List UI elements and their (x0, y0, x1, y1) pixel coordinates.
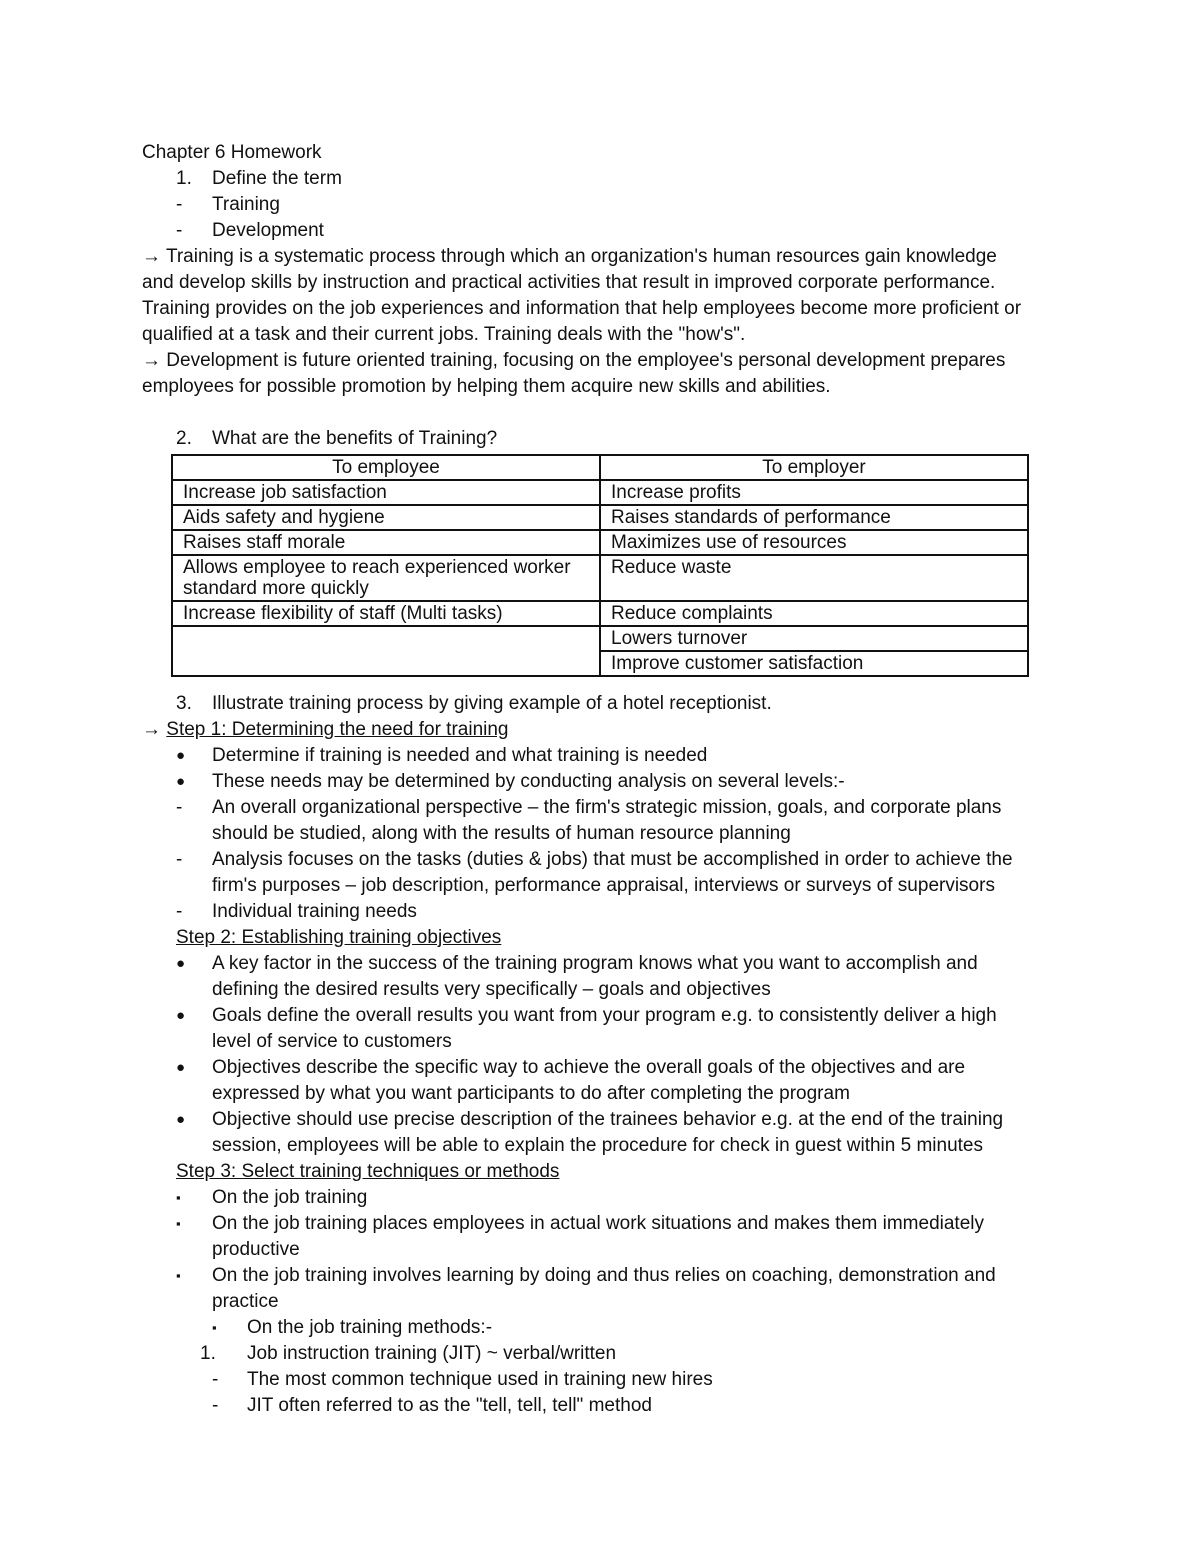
table-row: Lowers turnover (172, 626, 1028, 651)
question-1-text: Define the term (212, 168, 342, 189)
header-to-employer: To employer (600, 455, 1028, 480)
dash-marker: - (176, 220, 183, 241)
list-item: ● These needs may be determined by conducting analysis on several levels:- (142, 769, 1062, 795)
arrow-marker: → (142, 246, 161, 267)
question-3-text: Illustrate training process by giving example of a hotel receptionist. (212, 693, 772, 714)
table-row: Increase flexibility of staff (Multi tasks) Reduce complaints (172, 601, 1028, 626)
question-3-number: 3. (176, 693, 192, 714)
method-number: 1. (200, 1343, 216, 1364)
question-2-number: 2. (176, 428, 192, 449)
dash-marker: - (176, 194, 183, 215)
table-row: Raises staff morale Maximizes use of resources (172, 530, 1028, 555)
q1-item-training: - Training (142, 192, 1062, 218)
dash-marker: - (176, 849, 183, 870)
page-title: Chapter 6 Homework (142, 142, 322, 163)
list-item: - Analysis focuses on the tasks (duties & jobs) that must be accomplished in order to achieve the firm's purposes – job description, performance appraisal, interviews or surveys of supervisors (176, 849, 1013, 896)
question-1 (142, 166, 1062, 192)
dash-marker: - (212, 1369, 219, 1390)
list-item: ● Determine if training is needed and what training is needed (142, 743, 1062, 769)
list-item: ● Objective should use precise description of the trainees behavior e.g. at the end of the training session, employees will be able to explain the procedure for check in guest within 5 minutes (176, 1109, 1004, 1156)
list-item: ● Objectives describe the specific way to achieve the overall goals of the objectives and are expressed by what you want participants to do after completing the program (176, 1057, 966, 1104)
table-row: Improve customer satisfaction (172, 651, 1028, 676)
table-row: Aids safety and hygiene Raises standards of performance (172, 505, 1028, 530)
dash-marker: - (212, 1395, 219, 1416)
list-item: - An overall organizational perspective – the firm's strategic mission, goals, and corporate plans should be studied, along with the results of human resource planning (176, 797, 1002, 844)
question-2 (142, 426, 1062, 452)
list-item: - JIT often referred to as the "tell, tell, tell" method (142, 1393, 1062, 1419)
square-bullet-marker: ▪ (176, 1190, 181, 1205)
step-3-heading: Step 3: Select training techniques or methods (176, 1161, 560, 1182)
bullet-marker: ● (176, 955, 186, 972)
bullet-marker: ● (176, 1059, 186, 1076)
list-item: ▪ On the job training places employees in actual work situations and makes them immediately productive (176, 1213, 984, 1260)
square-bullet-marker: ▪ (176, 1216, 181, 1231)
bullet-marker: ● (176, 773, 186, 790)
document-page (142, 140, 1062, 1419)
q1-answer-training: → Training is a systematic process through which an organization's human resources gain knowledge and develop skills by instruction and practical activities that result in improved corporate performance. Training provides on the job experiences and information that help employees become more proficient or qualified at a task and their current jobs. Training deals with the "how's". (142, 246, 1022, 345)
list-item: - Individual training needs (142, 899, 1062, 925)
list-item: ● Goals define the overall results you want from your program e.g. to consistently deliver a high level of service to customers (176, 1005, 997, 1052)
list-item: ▪ On the job training methods:- (142, 1315, 1062, 1341)
bullet-marker: ● (176, 747, 186, 764)
question-3 (142, 691, 1062, 717)
list-item: ▪ On the job training (142, 1185, 1062, 1211)
dash-marker: - (176, 901, 183, 922)
table-header-row (172, 455, 1028, 480)
dash-marker: - (176, 797, 183, 818)
method-1: 1. Job instruction training (JIT) ~ verbal/written (142, 1341, 1062, 1367)
square-bullet-marker: ▪ (212, 1320, 217, 1335)
list-item: ● A key factor in the success of the training program knows what you want to accomplish and defining the desired results very specifically – goals and objectives (176, 953, 978, 1000)
header-to-employee: To employee (172, 455, 600, 480)
step-2-heading: Step 2: Establishing training objectives (176, 927, 502, 948)
question-2-text: What are the benefits of Training? (212, 428, 498, 449)
square-bullet-marker: ▪ (176, 1268, 181, 1283)
q1-item-development: - Development (142, 218, 1062, 244)
list-item: - The most common technique used in training new hires (142, 1367, 1062, 1393)
arrow-marker: → (142, 719, 161, 740)
question-1-number: 1. (176, 168, 192, 189)
benefits-table (171, 454, 1029, 677)
table-row: Allows employee to reach experienced worker standard more quickly Reduce waste (172, 555, 1028, 601)
bullet-marker: ● (176, 1007, 186, 1024)
q1-answer-development: → Development is future oriented training, focusing on the employee's personal development prepares employees for possible promotion by helping them acquire new skills and abilities. (142, 350, 1006, 397)
arrow-marker: → (142, 350, 161, 371)
step-1-heading: → Step 1: Determining the need for training (142, 719, 509, 740)
table-row: Increase job satisfaction Increase profits (172, 480, 1028, 505)
list-item: ▪ On the job training involves learning by doing and thus relies on coaching, demonstration and practice (176, 1265, 996, 1312)
bullet-marker: ● (176, 1111, 186, 1128)
